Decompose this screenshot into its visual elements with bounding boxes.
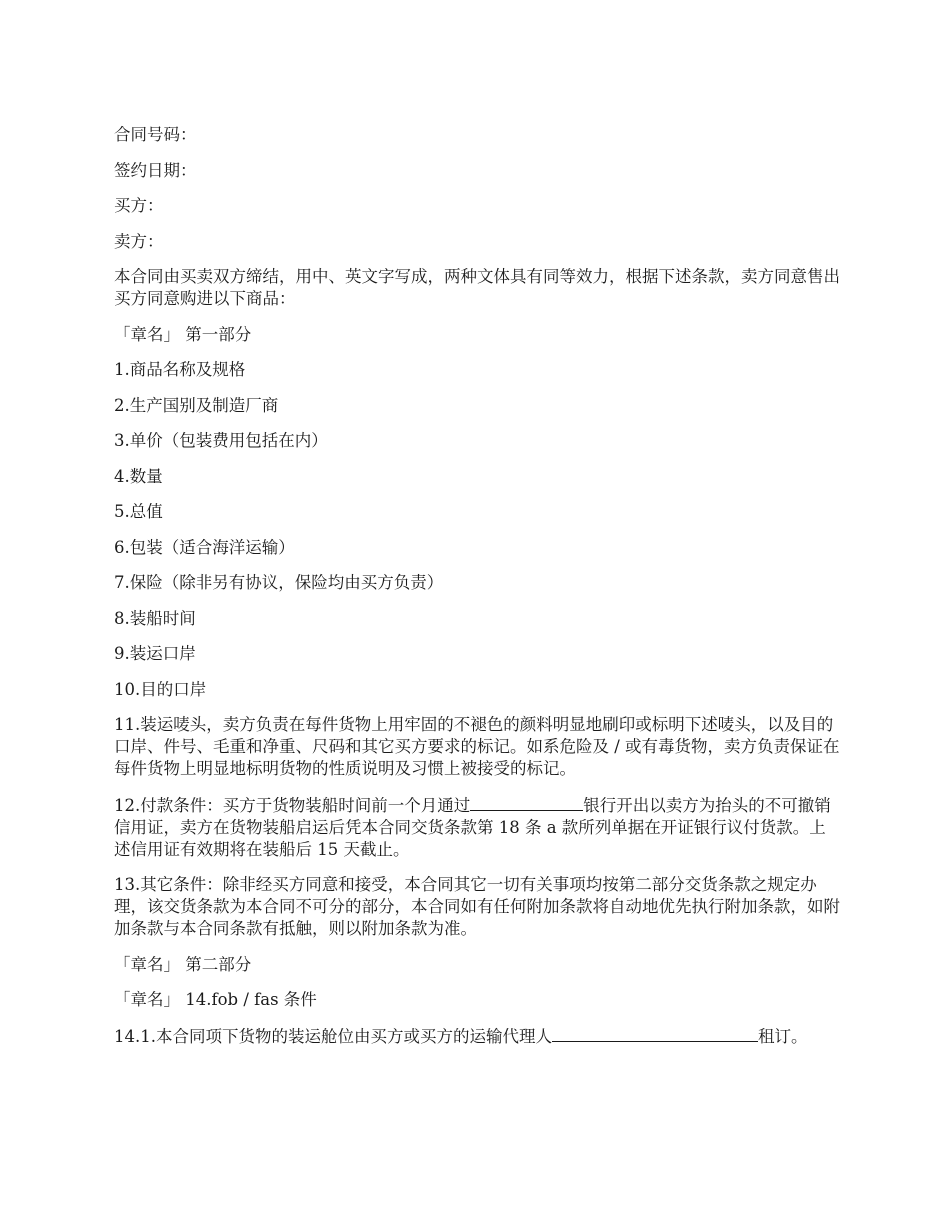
item-2: 2.生产国别及制造厂商	[114, 395, 279, 415]
clause-14-1-text-after: 租订。	[757, 1026, 808, 1046]
buyer-label: 买方：	[114, 196, 164, 215]
sign-date-label: 签约日期：	[114, 160, 197, 180]
clause-14-heading: 「章名」 14.fob / fas 条件	[114, 990, 317, 1009]
clause-11: 11.装运唛头，卖方负责在每件货物上用牢固的不褪色的颜料明显地刷印或标明下述唛头，以及目的口岸、件号、毛重和净重、尺码和其它买方要求的标记。如系危险及 / 或有毒货物，卖方负责保证在每件货物上明显地标明货物的性质说明及习惯上被接受的标记。	[114, 715, 840, 778]
clause-12-text-before: 12.付款条件：买方于货物装船时间前一个月通过	[114, 795, 471, 815]
clause-13: 13.其它条件：除非经买方同意和接受，本合同其它一切有关事项均按第二部分交货条款之规定办理，该交货条款为本合同不可分的部分，本合同如有任何附加条款将自动地优先执行附加条款，如附加条款与本合同条款有抵触，则以附加条款为准。	[114, 875, 840, 938]
seller-label: 卖方：	[114, 231, 164, 251]
item-10: 10.目的口岸	[114, 679, 207, 699]
item-6: 6.包装（适合海洋运输）	[114, 537, 295, 557]
item-9: 9.装运口岸	[114, 644, 196, 663]
item-8: 8.装船时间	[114, 608, 196, 628]
clause-14-1	[114, 1025, 842, 1048]
clause-12-text-after: 银行开出以卖方为抬头的不可撤销信用证，卖方在货物装船启运后凭本合同交货条款第 18 条 a 款所列单据在开证银行议付货款。上述信用证有效期将在装船后 15 天截止。	[114, 795, 831, 859]
contract-document	[114, 124, 842, 1061]
bank-name-blank[interactable]	[470, 794, 583, 811]
item-3: 3.单价（包装费用包括在内）	[114, 431, 328, 450]
clause-12	[114, 794, 842, 861]
item-4: 4.数量	[114, 466, 163, 486]
intro-paragraph: 本合同由买卖双方缔结，用中、英文字写成，两种文体具有同等效力，根据下述条款，卖方同意售出买方同意购进以下商品：	[114, 267, 840, 308]
shipping-agent-blank[interactable]	[552, 1025, 758, 1042]
clause-14-1-text-before: 14.1.本合同项下货物的装运舱位由买方或买方的运输代理人	[114, 1026, 552, 1046]
contract-number-label: 合同号码：	[114, 125, 197, 144]
part1-heading: 「章名」 第一部分	[114, 324, 252, 344]
part2-heading: 「章名」 第二部分	[114, 954, 252, 974]
item-5: 5.总值	[114, 502, 163, 521]
item-1: 1.商品名称及规格	[114, 360, 246, 379]
item-7: 7.保险（除非另有协议，保险均由买方负责）	[114, 573, 444, 592]
